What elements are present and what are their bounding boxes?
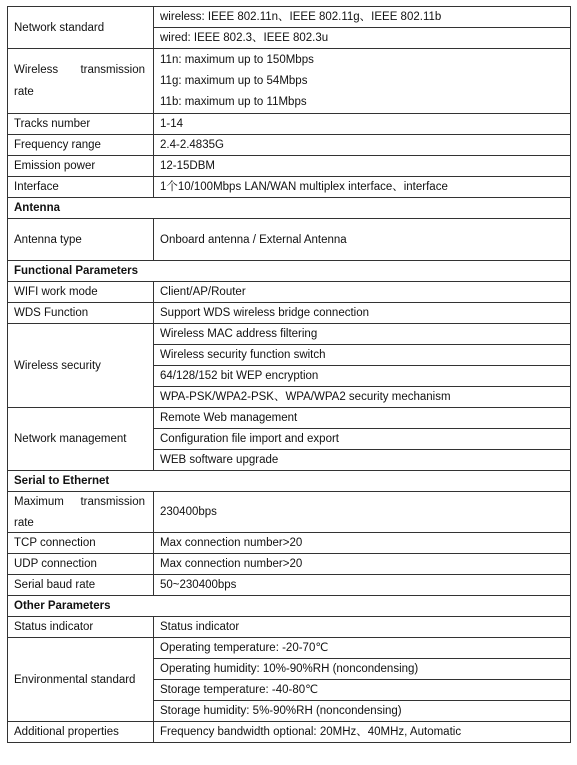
section-row: [8, 471, 571, 492]
table-row: [8, 156, 571, 177]
section-row: [8, 596, 571, 617]
section-row: [8, 261, 571, 282]
row-value: Operating temperature: -20-70℃: [154, 638, 571, 659]
row-value: Max connection number>20: [154, 554, 571, 575]
row-label: Additional properties: [8, 722, 154, 743]
row-label: Wireless security: [8, 324, 154, 408]
row-value: 1个10/100Mbps LAN/WAN multiplex interface、interface: [154, 177, 571, 198]
section-heading: Other Parameters: [8, 596, 571, 617]
row-value: [154, 49, 571, 114]
row-label: WIFI work mode: [8, 282, 154, 303]
row-value: Onboard antenna / External Antenna: [154, 219, 571, 261]
table-row: [8, 722, 571, 743]
row-value: Remote Web management: [154, 408, 571, 429]
row-label: Network management: [8, 408, 154, 471]
row-value: Frequency bandwidth optional: 20MHz、40MHz, Automatic: [154, 722, 571, 743]
row-value: 2.4-2.4835G: [154, 135, 571, 156]
row-label: [8, 49, 154, 114]
table-row: [8, 533, 571, 554]
row-value: wired: IEEE 802.3、IEEE 802.3u: [154, 28, 571, 49]
table-row: [8, 49, 571, 114]
value-line: 11g: maximum up to 54Mbps: [160, 74, 308, 87]
row-label: Tracks number: [8, 114, 154, 135]
row-value: 1-14: [154, 114, 571, 135]
table-row: [8, 282, 571, 303]
table-row: [8, 219, 571, 261]
row-label: WDS Function: [8, 303, 154, 324]
row-label-word: transmission: [80, 64, 145, 76]
table-row: [8, 554, 571, 575]
row-value: Support WDS wireless bridge connection: [154, 303, 571, 324]
section-row: [8, 198, 571, 219]
row-label-tail: rate: [14, 516, 34, 529]
row-value: WPA-PSK/WPA2-PSK、WPA/WPA2 security mechanism: [154, 387, 571, 408]
table-row: [8, 135, 571, 156]
row-value: 64/128/152 bit WEP encryption: [154, 366, 571, 387]
row-value: 12-15DBM: [154, 156, 571, 177]
table-row: [8, 303, 571, 324]
table-row: [8, 114, 571, 135]
row-label-word: Wireless: [14, 64, 59, 76]
row-value: WEB software upgrade: [154, 450, 571, 471]
row-value: Operating humidity: 10%-90%RH (noncondensing): [154, 659, 571, 680]
row-value: 230400bps: [154, 492, 571, 533]
row-label: Status indicator: [8, 617, 154, 638]
row-label-word: transmission: [80, 495, 145, 508]
row-label-word: Maximum: [14, 495, 64, 508]
row-label: UDP connection: [8, 554, 154, 575]
row-value: Client/AP/Router: [154, 282, 571, 303]
section-heading: Antenna: [8, 198, 571, 219]
row-value: Max connection number>20: [154, 533, 571, 554]
section-heading: Serial to Ethernet: [8, 471, 571, 492]
row-label: Frequency range: [8, 135, 154, 156]
table-row: [8, 638, 571, 659]
row-value: wireless: IEEE 802.11n、IEEE 802.11g、IEEE 802.11b: [154, 7, 571, 28]
row-label: Interface: [8, 177, 154, 198]
row-label: Emission power: [8, 156, 154, 177]
table-row: [8, 617, 571, 638]
row-value: Status indicator: [154, 617, 571, 638]
table-row: [8, 408, 571, 429]
row-value: Wireless security function switch: [154, 345, 571, 366]
section-heading: Functional Parameters: [8, 261, 571, 282]
row-label: Environmental standard: [8, 638, 154, 722]
table-row: [8, 324, 571, 345]
row-label: Antenna type: [8, 219, 154, 261]
table-row: [8, 492, 571, 533]
table-row: [8, 7, 571, 28]
row-label-tail: rate: [14, 86, 34, 98]
spec-table: [7, 6, 571, 743]
row-value: Wireless MAC address filtering: [154, 324, 571, 345]
value-line: 11b: maximum up to 11Mbps: [160, 95, 307, 108]
table-row: [8, 177, 571, 198]
row-value: Storage temperature: -40-80℃: [154, 680, 571, 701]
row-value: 50~230400bps: [154, 575, 571, 596]
table-row: [8, 575, 571, 596]
row-label: [8, 492, 154, 533]
row-label: Serial baud rate: [8, 575, 154, 596]
row-value: Storage humidity: 5%-90%RH (noncondensing): [154, 701, 571, 722]
value-line: 11n: maximum up to 150Mbps: [160, 53, 314, 66]
row-label: TCP connection: [8, 533, 154, 554]
row-label: Network standard: [8, 7, 154, 49]
row-value: Configuration file import and export: [154, 429, 571, 450]
